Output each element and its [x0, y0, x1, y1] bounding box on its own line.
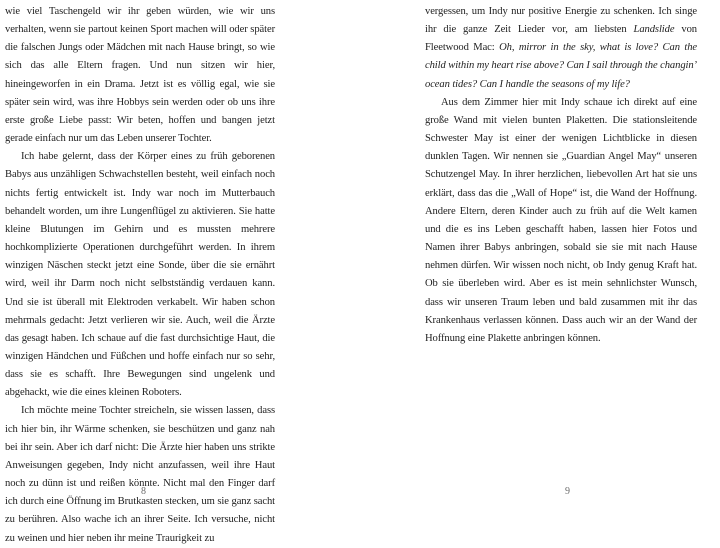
left-paragraph-2: Ich habe gelernt, dass der Körper eines zu früh geborenen Babys aus unzähligen Schwachstellen besteht, weil einfach noch nichts fertig entwickelt ist. Indy war noch im Mutterbauch behandelt worden, um ihre Lungenflügel zu aktivieren. Sie hatte kleine Blutungen im Gehirn und es mussten mehrere hochkomplizierte Operationen durchgeführt werden. In ihrem winzigen Näschen steckt jetzt eine Sonde, über die sie ernährt wird, weil ihr Darm noch nicht selbstständig verdauen kann. Und sie ist überall mit Elektroden verkabelt. Wir haben schon mehrmals gedacht: Jetzt verlieren wir sie. Auch, weil die Ärzte das gesagt haben. Ich schaue auf die fast durchsichtige Haut, die winzigen Händchen und Füßchen und hoffe einfach nur so sehr, dass sie es schafft. Ihre Bewegungen sind ungelenk und abgehackt, wie die eines kleinen Roboters.	[5, 151, 275, 399]
page-number-left: 8	[141, 486, 146, 497]
right-paragraph-1-intro: vergessen, um Indy nur positive Energie zu schenken. Ich singe ihr die ganze Zeit Lieder vor, am liebsten	[425, 6, 697, 36]
right-paragraph-1-middle: von Fleetwood Mac:	[425, 24, 697, 54]
right-page	[360, 0, 720, 503]
left-page-text	[5, 3, 275, 548]
left-paragraph-3: Ich möchte meine Tochter streicheln, sie wissen lassen, dass ich hier bin, ihr Wärme schenken, sie beschützen und ganz nah bei ihr sein. Aber ich darf nicht: Die Ärzte hier haben uns strikte Anweisungen gegeben, Indy nicht anzufassen, weil ihre Haut noch zu dünn ist und reißen könnte. Nicht mal den Finger darf ich durch eine Öffnung im Brutkasten stecken, um sie ganz sacht zu berühren. Also wache ich an ihrer Seite. Ich versuche, nicht zu weinen und hier neben ihr meine Traurigkeit zu	[5, 405, 275, 544]
page-number-right: 9	[565, 486, 570, 497]
left-paragraph-1: wie viel Taschengeld wir ihr geben würden, wie wir uns verhalten, wenn sie partout keinen Sport machen will oder später die falschen Jungs oder Mädchen mit nach Hause bringt, so wie sich das alle Eltern fragen. Und nun sitzen wir hier, hineingeworfen in ein Drama. Jetzt ist es völlig egal, wie sie später sein wird, was ihre Hobbys sein werden oder ob uns ihre erste große Liebe passt: Wir beten, hoffen und bangen jetzt gerade einfach nur um das Leben unserer Tochter.	[5, 6, 275, 145]
song-title: Landslide	[633, 24, 675, 36]
left-page	[0, 0, 360, 544]
song-lyrics: Oh, mirror in the sky, what is love? Can the child within my heart rise above? Can I sail through the changin’ ocean tides? Can I handle the seasons of my life?	[425, 42, 697, 90]
right-paragraph-1	[425, 3, 697, 94]
right-page-text	[425, 3, 697, 348]
right-paragraph-2: Aus dem Zimmer hier mit Indy schaue ich direkt auf eine große Wand mit vielen bunten Plaketten. Die stationsleitende Schwester May ist einer der wenigen Lichtblicke in diesen dunklen Tagen. Wir nennen sie „Guardian Angel May“ unseren Schutzengel May. In ihrer herzlichen, liebevollen Art hat sie uns erklärt, dass das die „Wall of Hope“ ist, die Wand der Hoffnung. Andere Eltern, deren Kinder auch zu früh auf die Welt kamen und die es ins Leben geschafft haben, lassen hier Fotos und Namen ihrer Babys anbringen, sobald sie sie mit nach Hause nehmen dürfen. Wir wissen noch nicht, ob Indy genug Kraft hat. Ob sie überleben wird. Aber es ist mein sehnlichster Wunsch, dass wir unseren Traum leben und bald zusammen mit ihr das Krankenhaus verlassen können. Dass auch wir an der Wand der Hoffnung eine Plakette anbringen können.	[425, 96, 697, 344]
